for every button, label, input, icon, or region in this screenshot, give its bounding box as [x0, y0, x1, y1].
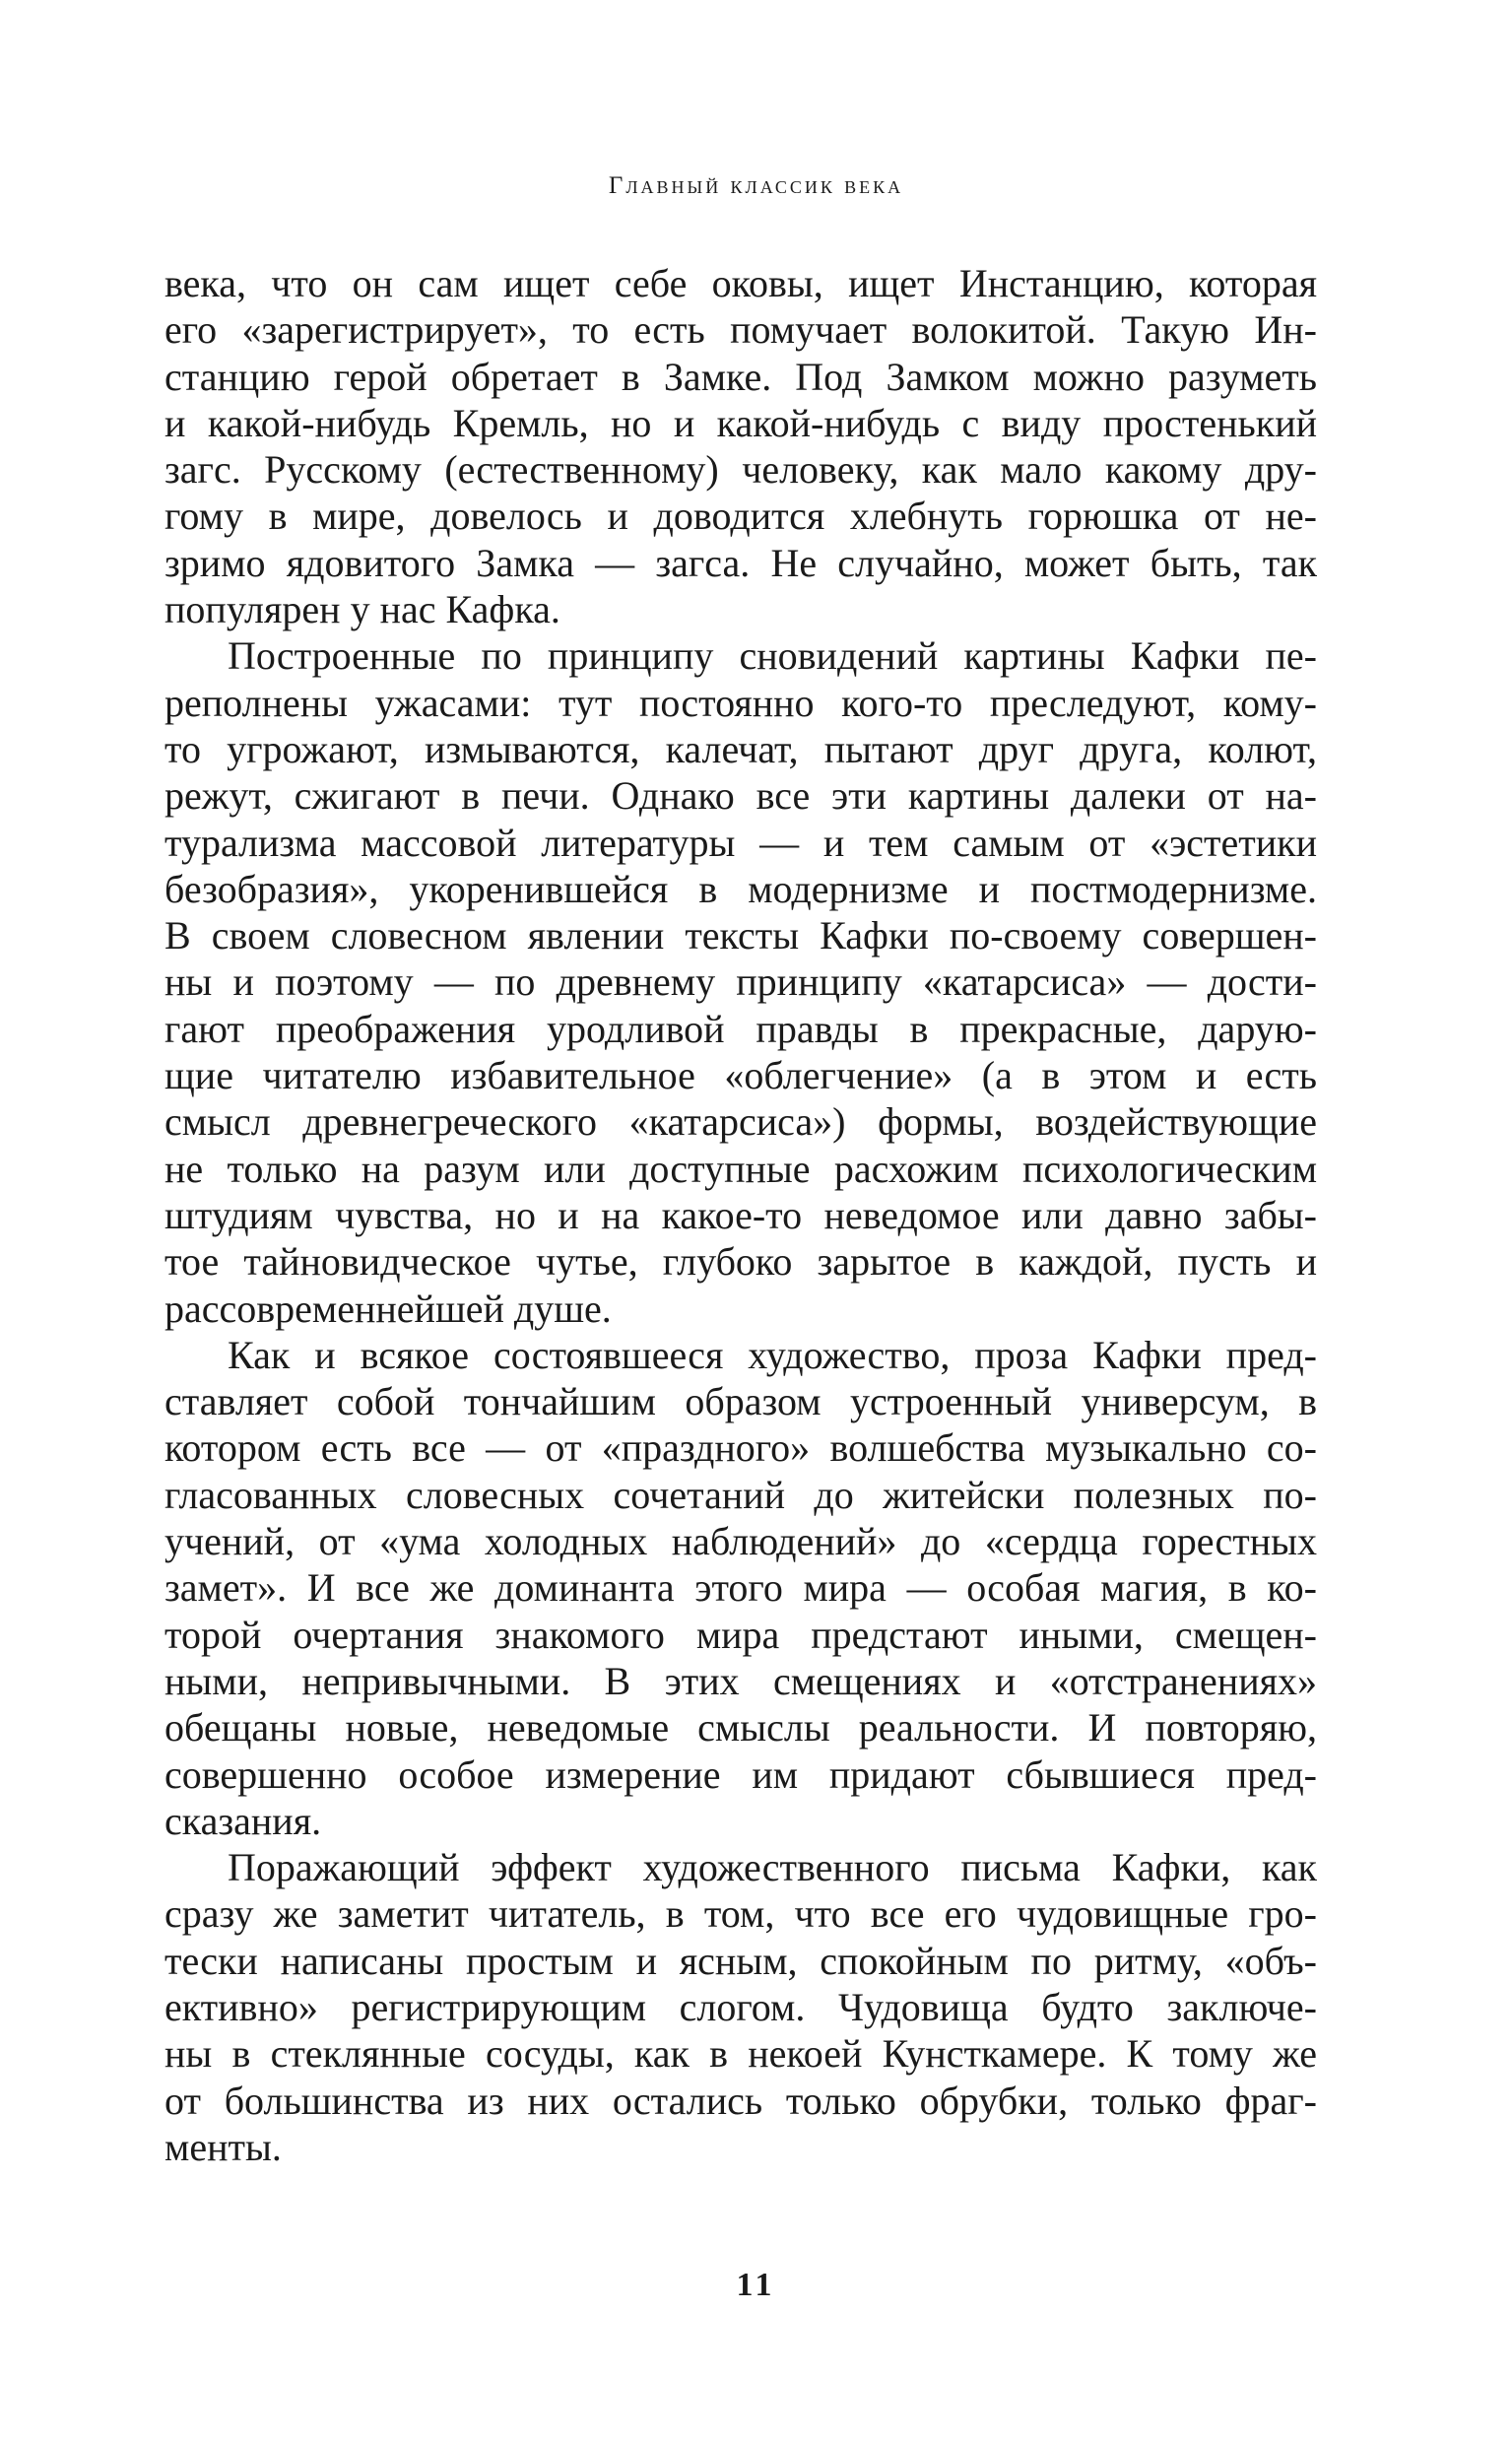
text-line: турализма массовой литературы — и тем самым от «эстетики: [164, 820, 1317, 865]
text-line: смысл древнегреческого «катарсиса») формы, воздействующие: [164, 1099, 1317, 1145]
text-line: ными, непривычными. В этих смещениях и «отстранениях»: [164, 1658, 1317, 1703]
paragraph: [164, 260, 1317, 632]
text-line: котором есть все — от «праздного» волшебства музыкально со-: [164, 1425, 1317, 1471]
text-line: станцию герой обретает в Замке. Под Замком можно разуметь: [164, 354, 1317, 399]
text-line: торой очертания знакомого мира предстают иными, смещен-: [164, 1612, 1317, 1657]
text-line: Построенные по принципу сновидений картины Кафки пе-: [228, 633, 1317, 679]
running-head: Главный классик века: [608, 172, 904, 199]
text-line: ставляет собой тончайшим образом устроенный универсум, в: [164, 1379, 1317, 1424]
text-line: гому в мире, довелось и доводится хлебнуть горюшка от не-: [164, 494, 1317, 539]
body-text: [164, 260, 1317, 2170]
text-line: сразу же заметит читатель, в том, что все его чудовищные гро-: [164, 1891, 1317, 1937]
text-line: гласованных словесных сочетаний до житейски полезных по-: [164, 1472, 1317, 1517]
text-line: учений, от «ума холодных наблюдений» до «сердца горестных: [164, 1519, 1317, 1564]
text-line: Как и всякое состоявшееся художество, проза Кафки пред-: [228, 1332, 1317, 1377]
text-line: штудиям чувства, но и на какое-то неведомое или давно забы-: [164, 1192, 1317, 1237]
text-line: гают преображения уродливой правды в прекрасные, дарую-: [164, 1006, 1317, 1051]
text-line: реполнены ужасами: тут постоянно кого-то преследуют, кому-: [164, 680, 1317, 725]
text-line: рассовременнейшей душе.: [164, 1286, 612, 1331]
text-line: обещаны новые, неведомые смыслы реальности. И повторяю,: [164, 1705, 1317, 1750]
text-line: Поражающий эффект художественного письма Кафки, как: [228, 1845, 1317, 1890]
text-line: ективно» регистрирующим слогом. Чудовища будто заключе-: [164, 1984, 1317, 2029]
paragraph: [164, 1844, 1317, 2170]
text-line: ны в стеклянные сосуды, как в некоей Кунсткамере. К тому же: [164, 2031, 1317, 2077]
text-line: его «зарегистрирует», то есть помучает волокитой. Такую Ин-: [164, 307, 1317, 353]
text-line: совершенно особое измерение им придают сбывшиеся пред-: [164, 1751, 1317, 1797]
text-line: безобразия», укоренившейся в модернизме и постмодернизме.: [164, 866, 1317, 911]
text-line: популярен у нас Кафка.: [164, 587, 560, 632]
text-line: от большинства из них остались только обрубки, только фраг-: [164, 2078, 1317, 2123]
text-line: щие читателю избавительное «облегчение» (а в этом и есть: [164, 1053, 1317, 1098]
text-line: ны и поэтому — по древнему принципу «катарсиса» — дости-: [164, 959, 1317, 1005]
text-line: зримо ядовитого Замка — загса. Не случайно, может быть, так: [164, 540, 1317, 585]
text-line: режут, сжигают в печи. Однако все эти картины далеки от на-: [164, 773, 1317, 819]
text-line: то угрожают, измываются, калечат, пытают друг друга, колют,: [164, 726, 1317, 771]
paragraph: [164, 1332, 1317, 1844]
text-line: загс. Русскому (естественному) человеку, как мало какому дру-: [164, 447, 1317, 493]
text-line: менты.: [164, 2124, 282, 2169]
text-line: сказания.: [164, 1798, 322, 1843]
paragraph: [164, 632, 1317, 1331]
text-line: В своем словесном явлении тексты Кафки по-своему совершен-: [164, 913, 1317, 958]
page-number: 11: [736, 2267, 776, 2303]
text-line: замет». И все же доминанта этого мира — особая магия, в ко-: [164, 1565, 1317, 1611]
text-line: не только на разум или доступные расхожим психологическим: [164, 1146, 1317, 1191]
text-line: тески написаны простым и ясным, спокойным по ритму, «объ-: [164, 1938, 1317, 1983]
text-line: века, что он сам ищет себе оковы, ищет Инстанцию, которая: [164, 261, 1317, 305]
text-line: тое тайновидческое чутье, глубоко зарытое в каждой, пусть и: [164, 1239, 1317, 1285]
text-line: и какой-нибудь Кремль, но и какой-нибудь с виду простенький: [164, 400, 1317, 445]
